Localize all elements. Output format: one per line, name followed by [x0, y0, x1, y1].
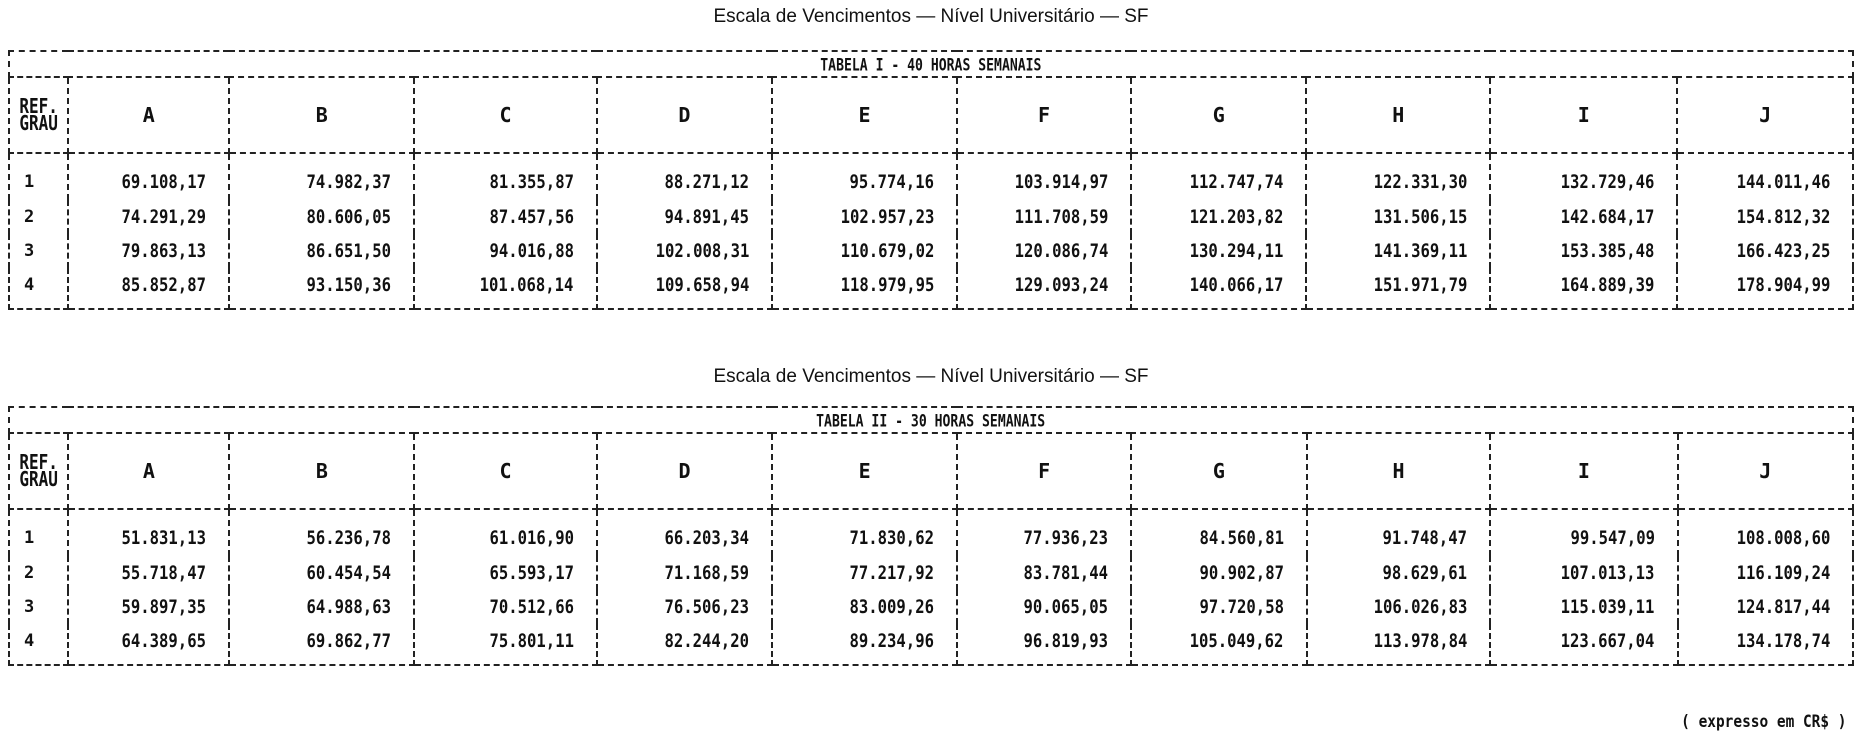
- column-header: A: [68, 433, 229, 509]
- value-cell: 90.065,05: [957, 590, 1131, 624]
- currency-footnote: ( expresso em CR$ ): [1680, 712, 1846, 732]
- value-cell: 112.747,74: [1131, 153, 1306, 200]
- column-header: B: [229, 77, 414, 153]
- value-cell: 60.454,54: [229, 556, 414, 590]
- column-header: H: [1307, 433, 1491, 509]
- value-cell: 166.423,25: [1677, 234, 1853, 268]
- salary-table-30h: [8, 406, 1854, 666]
- value-cell: 66.203,34: [597, 509, 772, 556]
- grau-cell: 3: [9, 234, 68, 268]
- column-header: G: [1131, 433, 1306, 509]
- column-header: I: [1490, 433, 1677, 509]
- table-row: [9, 509, 1853, 556]
- grau-cell: 1: [9, 509, 68, 556]
- value-cell: 51.831,13: [68, 509, 229, 556]
- value-cell: 80.606,05: [229, 200, 414, 234]
- value-cell: 144.011,46: [1677, 153, 1853, 200]
- value-cell: 79.863,13: [68, 234, 229, 268]
- value-cell: 77.217,92: [772, 556, 957, 590]
- value-cell: 95.774,16: [772, 153, 957, 200]
- value-cell: 75.801,11: [414, 624, 597, 665]
- value-cell: 84.560,81: [1131, 509, 1306, 556]
- table-row: [9, 556, 1853, 590]
- value-cell: 101.068,14: [414, 268, 596, 309]
- grau-cell: 4: [9, 268, 68, 309]
- value-cell: 96.819,93: [957, 624, 1131, 665]
- column-header: F: [957, 77, 1131, 153]
- column-header: E: [772, 433, 957, 509]
- grau-cell: 2: [9, 200, 68, 234]
- table-row: [9, 268, 1853, 309]
- value-cell: 113.978,84: [1307, 624, 1491, 665]
- column-header: G: [1131, 77, 1306, 153]
- column-header: D: [597, 77, 772, 153]
- table-row: [9, 153, 1853, 200]
- grau-cell: 4: [9, 624, 68, 665]
- value-cell: 123.667,04: [1490, 624, 1677, 665]
- value-cell: 110.679,02: [772, 234, 957, 268]
- salary-table-40h: [8, 50, 1854, 310]
- value-cell: 120.086,74: [957, 234, 1131, 268]
- value-cell: 82.244,20: [597, 624, 772, 665]
- table-1-caption: Escala de Vencimentos — Nível Universitário — SF: [713, 6, 1149, 27]
- value-cell: 87.457,56: [414, 200, 596, 234]
- value-cell: 69.862,77: [229, 624, 414, 665]
- value-cell: 151.971,79: [1306, 268, 1490, 309]
- value-cell: 77.936,23: [957, 509, 1131, 556]
- value-cell: 121.203,82: [1131, 200, 1306, 234]
- ref-grau-header: REF. GRAU: [9, 433, 68, 509]
- value-cell: 106.026,83: [1307, 590, 1491, 624]
- column-header: B: [229, 433, 414, 509]
- value-cell: 64.988,63: [229, 590, 414, 624]
- value-cell: 89.234,96: [772, 624, 957, 665]
- value-cell: 61.016,90: [414, 509, 597, 556]
- value-cell: 178.904,99: [1677, 268, 1853, 309]
- value-cell: 153.385,48: [1490, 234, 1677, 268]
- value-cell: 97.720,58: [1131, 590, 1306, 624]
- value-cell: 85.852,87: [68, 268, 229, 309]
- table-title: TABELA I - 40 HORAS SEMANAIS: [9, 50, 1853, 77]
- value-cell: 76.506,23: [597, 590, 772, 624]
- value-cell: 71.830,62: [772, 509, 957, 556]
- column-header: H: [1306, 77, 1490, 153]
- value-cell: 70.512,66: [414, 590, 597, 624]
- value-cell: 108.008,60: [1678, 509, 1853, 556]
- value-cell: 56.236,78: [229, 509, 414, 556]
- value-cell: 102.008,31: [597, 234, 772, 268]
- value-cell: 59.897,35: [68, 590, 229, 624]
- table-row: [9, 200, 1853, 234]
- table-row: [9, 234, 1853, 268]
- value-cell: 105.049,62: [1131, 624, 1306, 665]
- value-cell: 55.718,47: [68, 556, 229, 590]
- value-cell: 134.178,74: [1678, 624, 1853, 665]
- grau-cell: 1: [9, 153, 68, 200]
- value-cell: 90.902,87: [1131, 556, 1306, 590]
- column-header: C: [414, 433, 597, 509]
- value-cell: 111.708,59: [957, 200, 1131, 234]
- table-row: [9, 624, 1853, 665]
- value-cell: 93.150,36: [229, 268, 414, 309]
- value-cell: 154.812,32: [1677, 200, 1853, 234]
- column-header: D: [597, 433, 772, 509]
- value-cell: 81.355,87: [414, 153, 596, 200]
- value-cell: 116.109,24: [1678, 556, 1853, 590]
- column-header: I: [1490, 77, 1677, 153]
- value-cell: 107.013,13: [1490, 556, 1677, 590]
- value-cell: 109.658,94: [597, 268, 772, 309]
- value-cell: 140.066,17: [1131, 268, 1306, 309]
- table-2-caption: Escala de Vencimentos — Nível Universitário — SF: [713, 366, 1149, 387]
- value-cell: 141.369,11: [1306, 234, 1490, 268]
- value-cell: 118.979,95: [772, 268, 957, 309]
- value-cell: 164.889,39: [1490, 268, 1677, 309]
- value-cell: 102.957,23: [772, 200, 957, 234]
- value-cell: 83.009,26: [772, 590, 957, 624]
- value-cell: 74.982,37: [229, 153, 414, 200]
- value-cell: 98.629,61: [1307, 556, 1491, 590]
- value-cell: 132.729,46: [1490, 153, 1677, 200]
- value-cell: 86.651,50: [229, 234, 414, 268]
- value-cell: 131.506,15: [1306, 200, 1490, 234]
- column-header: E: [772, 77, 957, 153]
- value-cell: 122.331,30: [1306, 153, 1490, 200]
- value-cell: 99.547,09: [1490, 509, 1677, 556]
- value-cell: 94.891,45: [597, 200, 772, 234]
- value-cell: 103.914,97: [957, 153, 1131, 200]
- column-header: F: [957, 433, 1131, 509]
- value-cell: 71.168,59: [597, 556, 772, 590]
- value-cell: 88.271,12: [597, 153, 772, 200]
- column-header: A: [68, 77, 229, 153]
- table-title: TABELA II - 30 HORAS SEMANAIS: [9, 406, 1853, 433]
- value-cell: 91.748,47: [1307, 509, 1491, 556]
- table-row: [9, 590, 1853, 624]
- value-cell: 74.291,29: [68, 200, 229, 234]
- value-cell: 124.817,44: [1678, 590, 1853, 624]
- value-cell: 65.593,17: [414, 556, 597, 590]
- value-cell: 142.684,17: [1490, 200, 1677, 234]
- value-cell: 115.039,11: [1490, 590, 1677, 624]
- value-cell: 130.294,11: [1131, 234, 1306, 268]
- column-header: J: [1678, 433, 1853, 509]
- grau-cell: 3: [9, 590, 68, 624]
- value-cell: 94.016,88: [414, 234, 596, 268]
- value-cell: 129.093,24: [957, 268, 1131, 309]
- grau-cell: 2: [9, 556, 68, 590]
- value-cell: 83.781,44: [957, 556, 1131, 590]
- column-header: J: [1677, 77, 1853, 153]
- value-cell: 69.108,17: [68, 153, 229, 200]
- ref-grau-header: REF. GRAU: [9, 77, 68, 153]
- value-cell: 64.389,65: [68, 624, 229, 665]
- column-header: C: [414, 77, 596, 153]
